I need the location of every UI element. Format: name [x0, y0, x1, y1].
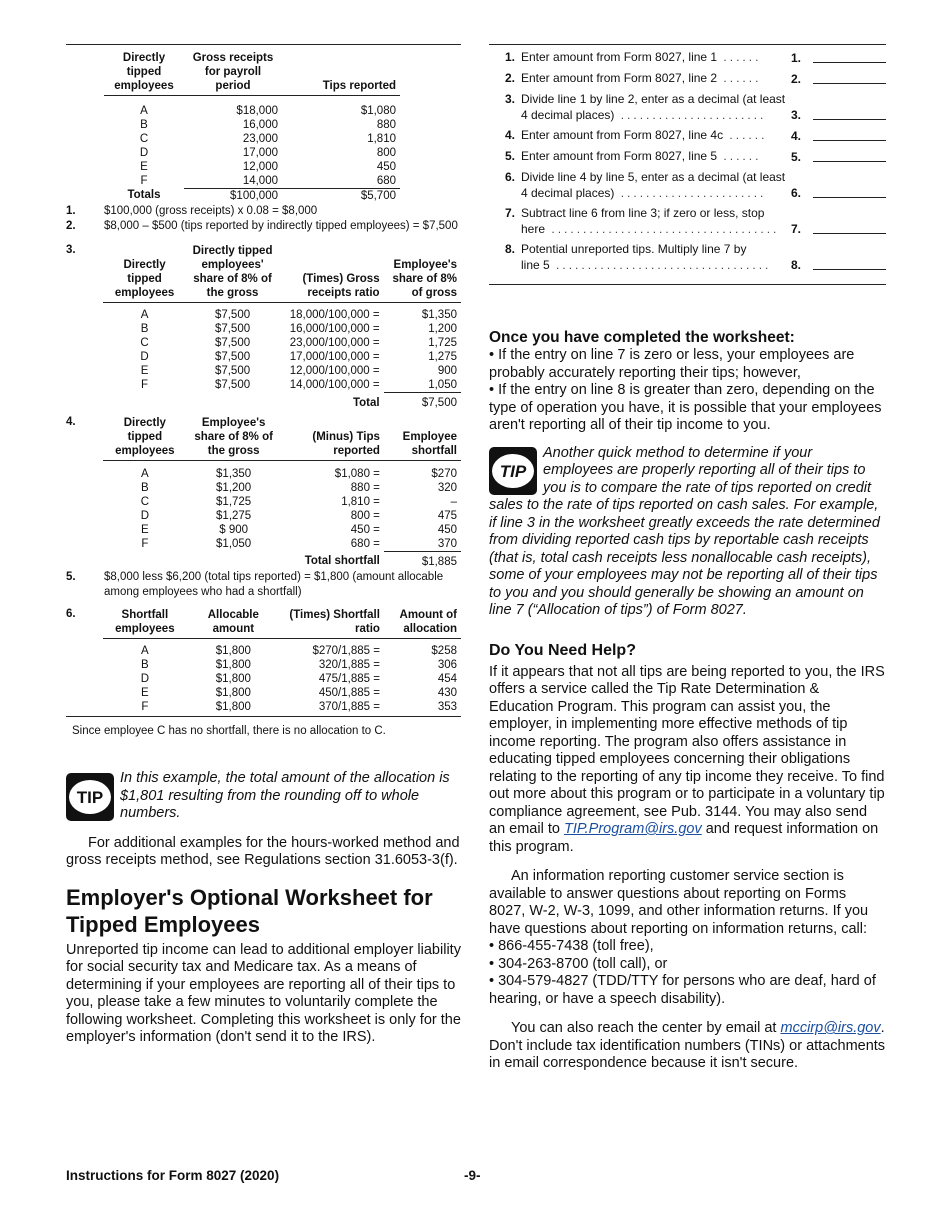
- total-value: $7,500: [421, 397, 457, 409]
- total-row: [103, 551, 461, 569]
- employee-cell: E: [141, 523, 149, 536]
- allocation-cell: $258: [431, 645, 457, 657]
- ratio-cell: $270/1,885 =: [312, 645, 380, 657]
- additional-examples: For additional examples for the hours-worked method and gross receipts method, see Regulations section 31.6053-3(f).: [66, 834, 460, 868]
- worksheet-text-line: Enter amount from Form 8027, line 4c ......: [521, 128, 768, 142]
- once-bullet-2-text: If the entry on line 8 is greater than zero, depending on the type of operation you have, it is possible that your employees aren't reporting all of their tip income to you.: [489, 382, 882, 433]
- tip-icon-label: TIP: [499, 461, 527, 481]
- tips-reported-cell: 680 =: [350, 537, 380, 550]
- table-row: [103, 700, 461, 714]
- employee-cell: D: [139, 146, 149, 159]
- worksheet-text-line: [521, 108, 791, 124]
- table-row: [103, 644, 461, 658]
- worksheet-line-number: 4.: [504, 128, 515, 142]
- help-p1-after: and request information on this program.: [489, 821, 879, 855]
- worksheet-bottom-rule: [489, 284, 886, 285]
- shortfall-cell: –: [450, 495, 457, 508]
- leader-dots: ......: [717, 50, 762, 64]
- once-heading: Once you have completed the worksheet:: [489, 329, 795, 346]
- table-row: [103, 509, 461, 523]
- table3-body: [103, 302, 461, 410]
- share-cell: $1,725: [216, 495, 252, 508]
- empty-cell: [186, 393, 280, 411]
- table-row: [103, 378, 461, 393]
- employee-cell: A: [140, 104, 148, 117]
- employee-cell: F: [141, 701, 149, 713]
- worksheet-line-number: 5.: [504, 149, 515, 163]
- worksheet-line: [489, 92, 886, 123]
- share-cell: $7,500: [214, 351, 251, 363]
- table4-header: Employee's share of 8% of the gross: [186, 416, 281, 461]
- tips-reported-cell: 450 =: [350, 523, 380, 536]
- table-row: [103, 481, 461, 495]
- allocable-cell: $1,800: [215, 645, 251, 657]
- worksheet-line-ref: 7.: [791, 221, 802, 236]
- total-value: $1,885: [421, 555, 457, 568]
- leader-dots: ....................................: [545, 221, 780, 236]
- tips-reported-cell: 450: [376, 160, 396, 173]
- employee-cell: F: [140, 174, 148, 187]
- table-row: [103, 336, 461, 350]
- gross-receipts-cell: $18,000: [236, 104, 278, 117]
- employee-share-cell: 1,725: [428, 337, 457, 349]
- table3-header: Directly tipped employees' share of 8% of the gross: [186, 244, 280, 303]
- empty-cell: [186, 551, 281, 569]
- worksheet-text-line: Divide line 1 by line 2, enter as a decimal (at least: [521, 92, 786, 106]
- step-text: $8,000 – $500 (tips reported by indirectly tipped employees) = $7,500: [104, 219, 458, 232]
- leader-dots: .......................: [614, 107, 767, 122]
- worksheet-text-continuation: 4 decimal places): [521, 185, 615, 200]
- table1-header: Tips reported: [282, 51, 400, 96]
- tip-program-email-link[interactable]: TIP.Program@irs.gov: [563, 821, 702, 837]
- share-cell: $1,275: [216, 509, 252, 522]
- ratio-cell: 18,000/100,000 =: [289, 309, 380, 321]
- help-heading: Do You Need Help?: [489, 641, 636, 659]
- employee-cell: C: [139, 132, 149, 145]
- worksheet-text-line: Subtract line 6 from line 3; if zero or less, stop: [521, 206, 765, 220]
- worksheet-text-line: Divide line 4 by line 5, enter as a decimal (at least: [521, 170, 786, 184]
- table-row: [103, 364, 461, 378]
- table6-header: Allocable amount: [186, 608, 280, 639]
- worksheet-entry-field[interactable]: [813, 50, 886, 63]
- worksheet-line: [489, 128, 886, 144]
- gross-receipts-cell: 17,000: [242, 146, 278, 159]
- table-row: [103, 523, 461, 537]
- table-row: [103, 322, 461, 336]
- step-2: [66, 219, 461, 234]
- worksheet-line-text: [521, 71, 791, 87]
- table-row: [103, 686, 461, 700]
- empty-cell: [103, 551, 186, 569]
- left-column: [66, 44, 461, 1047]
- ratio-cell: 17,000/100,000 =: [289, 351, 380, 363]
- help-p3-text: You can also reach the center by email at: [511, 1020, 781, 1036]
- leader-dots: ......: [717, 71, 762, 85]
- once-bullet-2: • If the entry on line 8 is greater than zero, depending on the type of operation you have, it is possible that your employees aren't reporting all of their tip income to you.: [489, 382, 882, 433]
- employee-cell: D: [140, 673, 150, 685]
- footer-form-title: Instructions for Form 8027 (2020): [66, 1168, 280, 1183]
- allocation-cell: 430: [437, 687, 457, 699]
- allocation-cell: 454: [437, 673, 457, 685]
- step-5: [66, 570, 461, 600]
- table3-header: Directly tipped employees: [103, 244, 185, 303]
- leader-dots: ......: [717, 149, 762, 163]
- phone-number: 304-263-8700 (toll call), or: [498, 955, 668, 972]
- leader-dots: ..................................: [549, 257, 772, 272]
- no-allocation-note: Since employee C has no shortfall, there is no allocation to C.: [72, 725, 386, 737]
- worksheet-text-continuation: line 5: [521, 257, 550, 272]
- table4-header: Directly tipped employees: [103, 416, 186, 461]
- worksheet-entry-field[interactable]: [813, 257, 886, 270]
- ratio-cell: 320/1,885 =: [318, 659, 380, 671]
- tips-reported-cell: 800 =: [350, 509, 380, 522]
- total-label: Total shortfall: [304, 555, 380, 568]
- table4-header: (Minus) Tips reported: [281, 416, 384, 461]
- ratio-cell: 16,000/100,000 =: [289, 323, 380, 335]
- help-p3-after: . Don't include tax identification numbers (TINs) or attachments in email correspondence because it isn't secure.: [489, 1020, 886, 1071]
- employee-cell: F: [141, 379, 149, 392]
- step-text: $8,000 less $6,200 (total tips reported) = $1,800 (amount allocable among employees who had a shortfall): [104, 570, 444, 598]
- shortfall-cell: 320: [437, 481, 457, 494]
- gross-receipts-cell: 23,000: [242, 132, 278, 145]
- table-row: [103, 658, 461, 672]
- worksheet-text-continuation: 4 decimal places): [521, 107, 615, 122]
- allocable-cell: $1,800: [215, 659, 251, 671]
- table-row: [104, 160, 400, 174]
- step-4: [66, 416, 461, 569]
- tips-reported-cell: 880: [376, 118, 396, 131]
- worksheet-line-number: 2.: [504, 71, 515, 85]
- employee-cell: B: [140, 323, 149, 335]
- worksheet-text-line: Enter amount from Form 8027, line 5 ......: [521, 149, 762, 163]
- worksheet-intro: Unreported tip income can lead to additional employer liability for social security tax and Medicare tax. As a means of determining if your employees are reporting all of their tips to you, please take a few minutes to voluntarily complete the following worksheet. Completing this worksheet is only for the employer's information (don't send it to the IRS).: [66, 941, 461, 1045]
- worksheet-entry-field[interactable]: [813, 221, 886, 234]
- total-label: Total: [352, 396, 380, 409]
- tips-reported-cell: 800: [376, 146, 396, 159]
- worksheet-line-ref: 3.: [791, 107, 802, 122]
- employee-share-cell: $1,350: [421, 309, 457, 321]
- table-row: [103, 350, 461, 364]
- step-6: [66, 608, 461, 715]
- worksheet-entry-field[interactable]: [813, 71, 886, 84]
- employee-share-cell: 1,050: [384, 378, 461, 393]
- worksheet-entry-field[interactable]: [813, 128, 886, 141]
- worksheet-line: [489, 71, 886, 87]
- allocable-cell: $1,800: [215, 687, 251, 699]
- gross-receipts-cell: 16,000: [242, 118, 278, 131]
- once-bullet-1: • If the entry on line 7 is zero or less, your employees are probably accurately reporting their tips; however,: [489, 347, 855, 381]
- tips-reported-cell: 1,810 =: [341, 495, 380, 508]
- worksheet-line-ref: 6.: [791, 185, 802, 200]
- totals-gross: $100,000: [230, 189, 278, 202]
- worksheet-line: [489, 242, 886, 273]
- employee-cell: D: [140, 509, 149, 522]
- phone-item: • 304-263-8700 (toll call), or: [489, 955, 668, 972]
- tip2-text: Another quick method to determine if your employees are properly reporting all of their tips to you is to compare the rate of tips reported on credit sales to the rate of tips reported on cash sales. For example, if line 3 in the worksheet greatly exceeds the rate determined from dividing reported cash tips by reportable cash receipts (that is, total cash receipts less nonallocable cash receipts), some of your employees may not be reporting all of their tips to you and you should generally be showing an amount on line 7 (“Allocation of tips”) of Form 8027.: [489, 444, 880, 618]
- worksheet-line-text: [521, 242, 791, 273]
- tip-icon: [66, 773, 114, 821]
- table6-header: Shortfall employees: [103, 608, 186, 639]
- help-p1-text: If it appears that not all tips are being reported to you, the IRS offers a service called the Tip Rate Determination & Education Program. This program can assist you, the employer, in implementing more effective methods of tip income reporting. The program also offers assistance in educating tipped employees concerning their obligations relating to the reporting of any tip income they receive. To find out more about this program or to participate in a voluntary tip compliance agreement, see Pub. 3144. You may also send an email to: [489, 663, 885, 837]
- tip-callout: [66, 770, 461, 823]
- tips-reported-cell: $1,080: [360, 104, 396, 117]
- share-cell: $7,500: [214, 309, 251, 321]
- page-footer: [66, 1168, 886, 1183]
- mccirp-email-link[interactable]: mccirp@irs.gov: [780, 1020, 881, 1036]
- table6-header: (Times) Shortfall ratio: [280, 608, 384, 639]
- worksheet-text-line: Potential unreported tips. Multiply line 7 by: [521, 242, 747, 256]
- table4-header: Employee shortfall: [384, 416, 461, 461]
- worksheet-line-number: 1.: [504, 50, 515, 64]
- worksheet-text-line: Enter amount from Form 8027, line 2 ......: [521, 71, 762, 85]
- allocation-cell: 306: [437, 659, 457, 671]
- worksheet-line-text: [521, 149, 791, 165]
- step-number: 2.: [66, 219, 76, 232]
- employee-cell: E: [141, 687, 149, 699]
- step-text: $100,000 (gross receipts) x 0.08 = $8,000: [104, 204, 318, 217]
- shortfall-cell: 475: [437, 509, 457, 522]
- worksheet-text-continuation: here: [521, 221, 546, 236]
- allocation-cell: 353: [437, 701, 457, 713]
- worksheet-line-number: 7.: [504, 206, 515, 220]
- share-cell: $1,350: [216, 467, 252, 480]
- shortfall-cell: $270: [431, 467, 457, 480]
- ratio-cell: 475/1,885 =: [318, 673, 380, 685]
- employee-share-cell: 900: [437, 365, 457, 377]
- employee-share-cell: 1,275: [428, 351, 457, 363]
- totals-tips: $5,700: [360, 189, 396, 202]
- employee-share-cell: 1,200: [428, 323, 457, 335]
- share-cell: $7,500: [214, 323, 251, 335]
- ratio-cell: 23,000/100,000 =: [289, 337, 380, 349]
- employee-cell: A: [140, 309, 149, 321]
- gross-receipts-cell: 12,000: [242, 160, 278, 173]
- tip1-text: In this example, the total amount of the allocation is $1,801 resulting from the rounding off to whole numbers.: [120, 770, 450, 821]
- share-cell: $ 900: [219, 523, 249, 536]
- gross-receipts-cell: 14,000: [184, 174, 282, 189]
- allocation-table: [103, 608, 461, 715]
- table6-bottom-rule: [66, 716, 461, 717]
- employee-cell: E: [140, 365, 149, 377]
- worksheet-line-text: [521, 206, 791, 237]
- tip2-callout: [489, 445, 886, 620]
- empty-cell: [103, 393, 185, 411]
- gross-receipts-table: [104, 51, 400, 203]
- worksheet-line-text: [521, 50, 791, 66]
- help-paragraph-1: [489, 664, 886, 857]
- share-cell: $1,200: [216, 481, 252, 494]
- employee-cell: D: [140, 351, 149, 363]
- table-row: [103, 308, 461, 322]
- totals-label: Totals: [127, 189, 161, 202]
- phone-item: • 304-579-4827 (TDD/TTY for persons who are deaf, hard of hearing, or have a speech disability).: [489, 973, 876, 1007]
- shortfall-cell: 450: [437, 523, 457, 536]
- totals-row: [104, 188, 400, 203]
- tips-reported-cell: 680: [282, 174, 400, 189]
- worksheet-line-number: 8.: [504, 242, 515, 256]
- employee-cell: C: [140, 495, 149, 508]
- employee-cell: C: [140, 337, 149, 349]
- table3-header: Employee's share of 8% of gross: [384, 244, 461, 303]
- total-row: [103, 393, 461, 411]
- worksheet-text-line: [521, 222, 791, 238]
- table-row: [103, 467, 461, 481]
- employee-cell: B: [141, 659, 149, 671]
- phone-item: • 866-455-7438 (toll free),: [489, 938, 654, 954]
- table-row: [104, 118, 400, 132]
- table-row: [104, 104, 400, 118]
- leader-dots: .......................: [614, 185, 767, 200]
- worksheet-entry-field[interactable]: [813, 107, 886, 120]
- ratio-cell: 14,000/100,000 =: [289, 379, 380, 392]
- share-cell: $1,050: [216, 537, 252, 550]
- help-paragraph-3: [489, 1020, 886, 1073]
- employee-cell: F: [141, 537, 149, 550]
- worksheet-text-line: Enter amount from Form 8027, line 1 ......: [521, 50, 762, 64]
- worksheet-line: [489, 206, 886, 237]
- worksheet: [489, 45, 886, 284]
- worksheet-heading: Employer's Optional Worksheet for Tipped Employees: [66, 884, 433, 937]
- table-row: [104, 174, 400, 189]
- tip-icon-label: TIP: [76, 788, 104, 807]
- worksheet-line-number: 6.: [504, 170, 515, 184]
- table-row: [103, 495, 461, 509]
- tip-icon: [489, 447, 537, 495]
- table6-body: [103, 638, 461, 714]
- employee-cell: B: [141, 481, 149, 494]
- table1-body: [104, 96, 400, 203]
- table6-header: Amount of allocation: [384, 608, 461, 639]
- tips-reported-cell: $1,080 =: [334, 467, 380, 480]
- worksheet-entry-field[interactable]: [813, 185, 886, 198]
- employee-cell: A: [141, 645, 149, 657]
- footer-page-number: -9-: [464, 1168, 481, 1183]
- share-cell: $7,500: [214, 379, 251, 392]
- share-cell: $7,500: [214, 365, 251, 377]
- worksheet-line-number: 3.: [504, 92, 515, 106]
- worksheet-line: [489, 170, 886, 201]
- right-column: [489, 44, 886, 1073]
- employee-cell: B: [140, 118, 148, 131]
- worksheet-line-text: [521, 128, 791, 144]
- ratio-cell: 370/1,885 =: [318, 701, 380, 713]
- phone-number: 304-579-4827 (TDD/TTY for persons who are deaf, hard of hearing, or have a speech disability).: [489, 973, 876, 1007]
- step-3: [66, 244, 461, 411]
- share-table: [103, 244, 461, 411]
- employee-cell: E: [140, 160, 148, 173]
- table-row: [104, 146, 400, 160]
- tips-reported-cell: 880 =: [350, 481, 380, 494]
- once-bullet-1-text: If the entry on line 7 is zero or less, your employees are probably accurately reporting their tips; however,: [489, 347, 855, 381]
- worksheet-line-ref: 1.: [791, 50, 802, 65]
- worksheet-line-text: [521, 92, 791, 123]
- shortfall-table: [103, 416, 461, 569]
- step-number: 1.: [66, 204, 76, 217]
- tips-reported-cell: 1,810: [367, 132, 396, 145]
- shortfall-cell: 370: [384, 537, 461, 552]
- table-row: [103, 672, 461, 686]
- table1-header: Gross receipts for payroll period: [184, 51, 282, 96]
- worksheet-line-ref: 5.: [791, 149, 802, 164]
- help-paragraph-2: An information reporting customer service section is available to answer questions about reporting on Forms 8027, W-2, W-3, 1099, and other information returns. If you have questions about reporting on information returns, call:: [489, 868, 869, 937]
- table4-body: [103, 461, 461, 569]
- ratio-cell: 450/1,885 =: [318, 687, 380, 699]
- worksheet-entry-field[interactable]: [813, 149, 886, 162]
- ratio-cell: 12,000/100,000 =: [289, 365, 380, 377]
- table3-header: (Times) Gross receipts ratio: [279, 244, 383, 303]
- table-row: [104, 132, 400, 146]
- leader-dots: ......: [723, 128, 768, 142]
- table-row: [103, 537, 461, 552]
- step-number: 3.: [66, 243, 76, 256]
- employee-cell: A: [141, 467, 149, 480]
- share-cell: $7,500: [214, 337, 251, 349]
- allocable-cell: $1,800: [215, 701, 251, 713]
- worksheet-line: [489, 50, 886, 66]
- allocable-cell: $1,800: [215, 673, 251, 685]
- step-number: 4.: [66, 416, 76, 428]
- worksheet-line: [489, 149, 886, 165]
- worksheet-line-ref: 8.: [791, 257, 802, 272]
- step-number: 6.: [66, 607, 76, 620]
- table1-header: Directly tipped employees: [104, 51, 184, 96]
- step-number: 5.: [66, 570, 76, 583]
- top-rule: [66, 44, 461, 45]
- step-1: [66, 204, 461, 219]
- worksheet-line-ref: 2.: [791, 71, 802, 86]
- worksheet-text-line: [521, 186, 791, 202]
- phone-number: 866-455-7438 (toll free),: [498, 938, 654, 954]
- worksheet-line-text: [521, 170, 791, 201]
- worksheet-line-ref: 4.: [791, 128, 802, 143]
- worksheet-text-line: [521, 258, 791, 274]
